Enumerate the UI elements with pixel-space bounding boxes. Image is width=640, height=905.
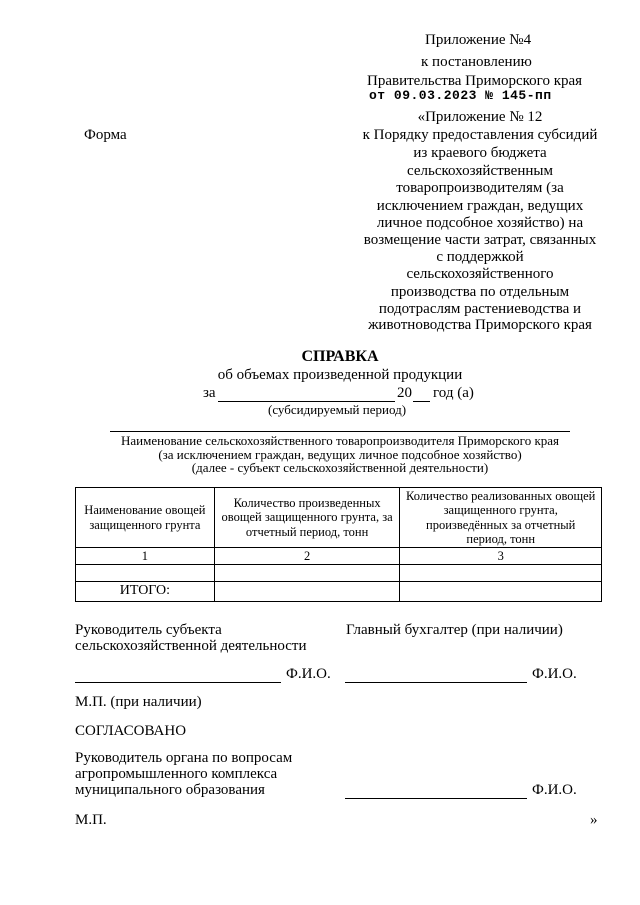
head-fio-label: Ф.И.О.: [286, 666, 331, 682]
appendix12-line: возмещение части затрат, связанных: [363, 232, 597, 248]
chief-accountant-label: Главный бухгалтер (при наличии): [346, 622, 563, 638]
table-cell: [400, 582, 602, 602]
period-prefix: за: [203, 385, 216, 401]
table-header-cell: Количество произведенных овощей защищенного грунта, за отчетный период, тонн: [214, 488, 400, 548]
agency-fio-label: Ф.И.О.: [532, 782, 577, 798]
appendix12-line: производства по отдельным: [390, 284, 570, 300]
table-header-cell: Количество реализованных овощей защищенного грунта, произведённых за отчетный период, тонн: [400, 488, 602, 548]
production-table: [75, 487, 602, 602]
accountant-signature-line: [345, 682, 527, 683]
agency-label-line2: агропромышленного комплекса: [75, 766, 278, 782]
table-number-row: [76, 548, 602, 565]
producer-caption-line3: (далее - субъект сельскохозяйственной деятельности): [191, 460, 489, 475]
agreed-label: СОГЛАСОВАНО: [75, 723, 187, 739]
appendix12-line: исключением граждан, ведущих: [376, 198, 584, 214]
appendix12-line: к Порядку предоставления субсидий: [362, 127, 598, 143]
head-label-line1: Руководитель субъекта: [75, 622, 222, 638]
table-header-row: [76, 488, 602, 548]
accountant-fio-label: Ф.И.О.: [532, 666, 577, 682]
document-subtitle: об объемах произведенной продукции: [217, 367, 463, 383]
appendix12-line: животноводства Приморского края: [368, 317, 592, 333]
table-header-cell: Наименование овощей защищенного грунта: [76, 488, 215, 548]
appendix12-line: «Приложение № 12: [417, 109, 543, 125]
table-cell: [76, 565, 215, 582]
table-cell: [214, 565, 400, 582]
stamp-optional-label: М.П. (при наличии): [75, 694, 202, 710]
producer-caption-line2: (за исключением граждан, ведущих личное подсобное хозяйство): [158, 447, 522, 462]
producer-caption-line1: Наименование сельскохозяйственного товаропроизводителя Приморского края: [120, 433, 560, 448]
head-label-line2: сельскохозяйственной деятельности: [75, 638, 307, 654]
agency-label-line1: Руководитель органа по вопросам: [75, 750, 293, 766]
table-total-row: [76, 582, 602, 602]
resolution-date-number: от 09.03.2023 № 145-пп: [369, 88, 552, 103]
year-prefix: 20: [397, 385, 412, 401]
appendix-number: Приложение №4: [425, 32, 532, 48]
period-note: (субсидируемый период): [268, 402, 407, 417]
closing-quote: »: [590, 812, 598, 828]
appendix12-line: подотраслям растениеводства и: [378, 301, 582, 317]
table-column-number: 1: [76, 548, 215, 565]
table-column-number: 3: [400, 548, 602, 565]
appendix12-line: товаропроизводителям (за: [396, 180, 564, 196]
table-cell: [214, 582, 400, 602]
table-total-label: ИТОГО:: [76, 582, 215, 602]
head-signature-line: [75, 682, 281, 683]
appendix12-line: с поддержкой: [436, 249, 524, 265]
agency-label-line3: муниципального образования: [75, 782, 265, 798]
appendix12-line: личное подсобное хозяйство) на: [376, 215, 584, 231]
document-title: СПРАВКА: [301, 348, 379, 365]
table-cell: [400, 565, 602, 582]
appendix12-line: сельскохозяйственного: [406, 266, 554, 282]
table-row: [76, 565, 602, 582]
table-column-number: 2: [214, 548, 400, 565]
year-suffix: год (а): [433, 385, 474, 401]
year-input-line: [413, 401, 430, 402]
producer-name-line: [110, 431, 570, 432]
government-label: Правительства Приморского края: [367, 73, 583, 89]
appendix12-line: сельскохозяйственным: [407, 163, 553, 179]
appendix12-line: из краевого бюджета: [413, 145, 547, 161]
stamp-label: М.П.: [75, 812, 107, 828]
form-label: Форма: [84, 127, 127, 143]
agency-signature-line: [345, 798, 527, 799]
resolution-label: к постановлению: [421, 54, 532, 70]
